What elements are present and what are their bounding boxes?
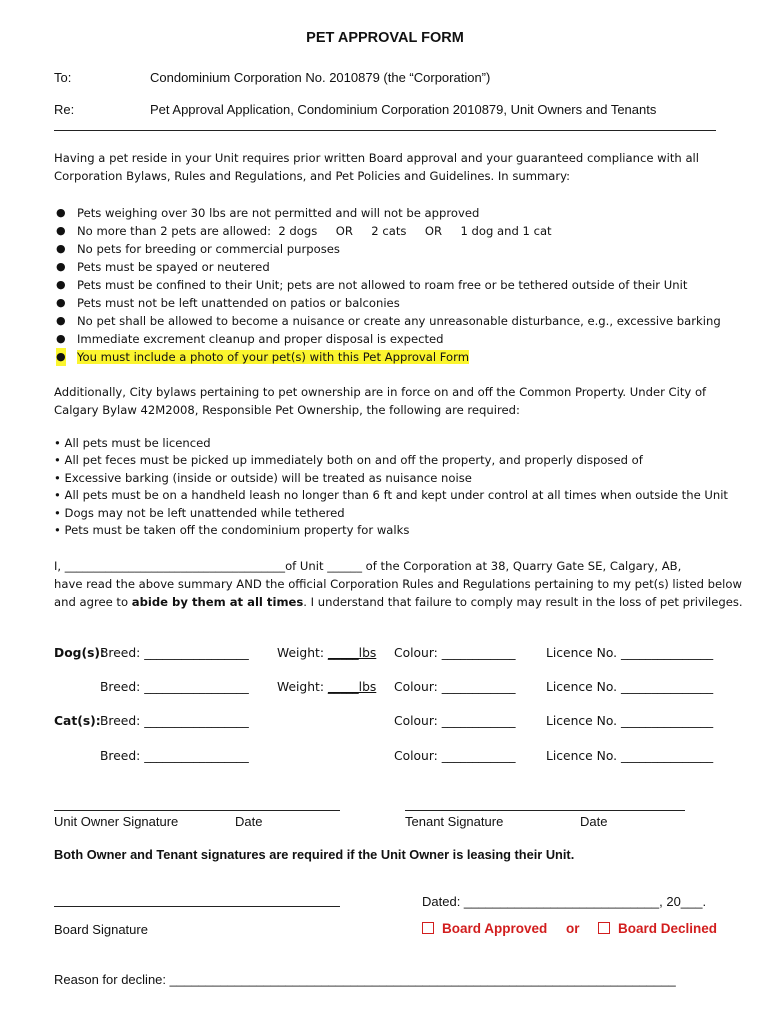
list-item: • All pet feces must be picked up immediately both on and off the property, and properly disposed of xyxy=(54,453,643,468)
board-signature-label: Board Signature xyxy=(54,922,148,937)
to-label: To: xyxy=(54,70,72,85)
list-item: • All pets must be licenced xyxy=(54,436,211,450)
board-declined-checkbox[interactable] xyxy=(598,922,610,934)
board-declined-option[interactable]: Board Declined xyxy=(598,921,717,936)
list-item: • Pets must be taken off the condominium property for walks xyxy=(54,523,410,538)
agreement-line-1[interactable]: I, ______________________________________of Unit ______ of the Corporation at 38, Quarry Gate SE, Calgary, AB, xyxy=(54,559,682,573)
cat-2-licence-field[interactable]: Licence No. _______________ xyxy=(546,749,714,763)
reason-for-decline-field[interactable]: Reason for decline: ______________________________________________________________________ xyxy=(54,972,676,987)
list-item: ● No more than 2 pets are allowed: 2 dogs OR 2 cats OR 1 dog and 1 cat xyxy=(56,224,552,238)
list-item: ● No pet shall be allowed to become a nuisance or create any unreasonable disturbance, e.g., excessive barking xyxy=(56,314,721,328)
intro-paragraph: Having a pet reside in your Unit requires prior written Board approval and your guaranteed compliance with all Corporation Bylaws, Rules and Regulations, and Pet Policies and Guidelines. In summary: xyxy=(54,151,699,183)
dog-2-licence-field[interactable]: Licence No. _______________ xyxy=(546,680,714,694)
dog-1-licence-field[interactable]: Licence No. _______________ xyxy=(546,646,714,660)
dog-1-breed-field[interactable]: Breed: _________________ xyxy=(100,646,249,660)
agreement-line-2: have read the above summary AND the official Corporation Rules and Regulations pertaining to my pet(s) listed below xyxy=(54,577,742,592)
signatures-required-note: Both Owner and Tenant signatures are required if the Unit Owner is leasing their Unit. xyxy=(54,847,575,862)
tenant-signature-line[interactable] xyxy=(405,810,685,811)
agreement-paragraph xyxy=(54,557,743,612)
dog-2-breed-field[interactable]: Breed: _________________ xyxy=(100,680,249,694)
list-item: ● Pets must be confined to their Unit; pets are not allowed to roam free or be tethered outside of their Unit xyxy=(56,278,688,292)
cat-1-breed-field[interactable]: Breed: _________________ xyxy=(100,714,249,728)
dogs-label: Dog(s): xyxy=(54,646,105,660)
summary-bullet-list xyxy=(54,204,721,366)
owner-signature-line[interactable] xyxy=(54,810,340,811)
dog-1-weight-field[interactable]: Weight: _____lbs xyxy=(277,646,377,660)
list-item-highlighted: ● You must include a photo of your pet(s) with this Pet Approval Form xyxy=(56,350,470,364)
cat-1-colour-field[interactable]: Colour: ____________ xyxy=(394,714,516,728)
cat-1-licence-field[interactable]: Licence No. _______________ xyxy=(546,714,714,728)
list-item: • All pets must be on a handheld leash no longer than 6 ft and kept under control at all times when outside the Unit xyxy=(54,488,728,503)
agreement-line-3: and agree to abide by them at all times. I understand that failure to comply may result in the loss of pet privileges. xyxy=(54,595,743,610)
list-item: ● Pets must not be left unattended on patios or balconies xyxy=(56,296,400,310)
list-item: ● Pets weighing over 30 lbs are not permitted and will not be approved xyxy=(56,206,480,220)
city-bylaw-paragraph: Additionally, City bylaws pertaining to pet ownership are in force on and off the Common Property. Under City of Calgary Bylaw 42M2008, Responsible Pet Ownership, the following are required: xyxy=(54,385,707,417)
re-value: Pet Approval Application, Condominium Corporation 2010879, Unit Owners and Tenants xyxy=(150,102,657,117)
to-value: Condominium Corporation No. 2010879 (the “Corporation”) xyxy=(150,70,491,85)
owner-date-label: Date xyxy=(235,814,263,829)
or-label: or xyxy=(566,921,580,936)
list-item: • Dogs may not be left unattended while tethered xyxy=(54,505,345,520)
re-label: Re: xyxy=(54,102,75,117)
tenant-signature-label: Tenant Signature xyxy=(405,814,504,829)
list-item: ● Pets must be spayed or neutered xyxy=(56,260,270,274)
form-title: PET APPROVAL FORM xyxy=(306,30,464,46)
board-approved-option[interactable]: Board Approved xyxy=(422,921,547,936)
dated-field[interactable]: Dated: ___________________________, 20___. xyxy=(422,894,707,909)
dog-2-weight-field[interactable]: Weight: _____lbs xyxy=(277,680,377,694)
dog-1-colour-field[interactable]: Colour: ____________ xyxy=(394,646,516,660)
cats-label: Cat(s): xyxy=(54,714,101,728)
cat-2-breed-field[interactable]: Breed: _________________ xyxy=(100,749,249,763)
list-item: • Excessive barking (inside or outside) will be treated as nuisance noise xyxy=(54,470,472,485)
board-approved-checkbox[interactable] xyxy=(422,922,434,934)
owner-signature-label: Unit Owner Signature xyxy=(54,814,179,829)
list-item: ● No pets for breeding or commercial purposes xyxy=(56,242,340,256)
list-item: ● Immediate excrement cleanup and proper disposal is expected xyxy=(56,332,444,346)
board-signature-line[interactable] xyxy=(54,906,340,907)
tenant-date-label: Date xyxy=(580,814,608,829)
dog-2-colour-field[interactable]: Colour: ____________ xyxy=(394,680,516,694)
cat-2-colour-field[interactable]: Colour: ____________ xyxy=(394,749,516,763)
city-bullet-list xyxy=(54,435,728,539)
header-divider xyxy=(54,130,716,131)
